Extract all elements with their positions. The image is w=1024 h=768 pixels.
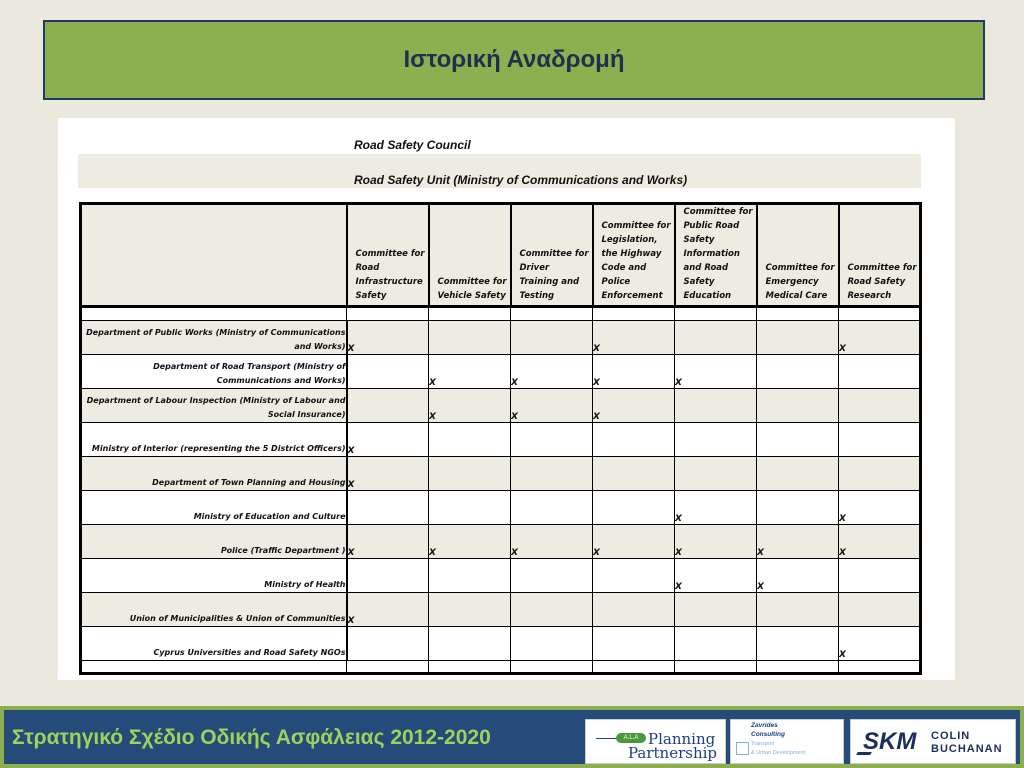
slide-title: Ιστορική Αναδρομή (403, 46, 625, 73)
council-row (78, 136, 921, 156)
membership-cell (757, 389, 839, 423)
tail-cell (347, 661, 429, 674)
membership-cell (675, 627, 757, 661)
membership-cell: X (593, 389, 675, 423)
column-header: Committee for Road Safety Research (839, 204, 921, 307)
department-label: Police (Traffic Department ) (81, 525, 347, 559)
membership-cell: X (511, 525, 593, 559)
membership-cell: X (347, 321, 429, 355)
table-header-row (81, 204, 921, 307)
membership-cell: X (347, 457, 429, 491)
table-row (81, 559, 921, 593)
slide-title-banner (43, 20, 985, 100)
membership-cell (757, 593, 839, 627)
planning-logo-line1: Planning (648, 730, 716, 748)
membership-cell (347, 559, 429, 593)
membership-cell (511, 321, 593, 355)
zavrides-consulting-logo (730, 719, 844, 764)
membership-cell: X (757, 525, 839, 559)
membership-cell (593, 423, 675, 457)
column-header: Committee for Driver Training and Testing (511, 204, 593, 307)
membership-cell (429, 321, 511, 355)
membership-cell (511, 491, 593, 525)
department-label: Ministry of Education and Culture (81, 491, 347, 525)
membership-cell (429, 559, 511, 593)
membership-cell: X (675, 525, 757, 559)
spacer-cell (675, 307, 757, 321)
table-row (81, 525, 921, 559)
membership-cell: X (347, 525, 429, 559)
table-row (81, 321, 921, 355)
membership-cell (347, 627, 429, 661)
tail-row (81, 661, 921, 674)
membership-cell (511, 423, 593, 457)
membership-cell (593, 457, 675, 491)
membership-cell (757, 457, 839, 491)
footer-title: Στρατηγικό Σχέδιο Οδικής Ασφάλειας 2012-2020 (12, 726, 491, 749)
zavrides-line4: & Urban Development (751, 750, 806, 756)
spacer-cell (757, 307, 839, 321)
header-blank-cell (81, 204, 347, 307)
column-header: Committee for Road Infrastructure Safety (347, 204, 429, 307)
council-label: Road Safety Council (354, 138, 471, 152)
unit-label: Road Safety Unit (Ministry of Communications and Works) (354, 173, 688, 187)
membership-cell (757, 423, 839, 457)
membership-cell (675, 457, 757, 491)
column-header: Committee for Vehicle Safety (429, 204, 511, 307)
membership-cell: X (347, 423, 429, 457)
membership-cell (757, 627, 839, 661)
spacer-cell (347, 307, 429, 321)
tail-cell (593, 661, 675, 674)
membership-cell (757, 321, 839, 355)
membership-cell: X (839, 491, 921, 525)
membership-cell (593, 627, 675, 661)
spacer-cell (511, 307, 593, 321)
table-row (81, 491, 921, 525)
membership-cell (757, 355, 839, 389)
buchanan-wordmark: BUCHANAN (931, 743, 1003, 755)
planning-logo-line2: Partnership (628, 744, 718, 762)
membership-cell (593, 491, 675, 525)
membership-cell (429, 627, 511, 661)
department-label: Union of Municipalities & Union of Communities (81, 593, 347, 627)
membership-cell: X (593, 525, 675, 559)
membership-cell (511, 593, 593, 627)
membership-cell (429, 423, 511, 457)
table-row (81, 457, 921, 491)
table-row (81, 389, 921, 423)
membership-cell (347, 389, 429, 423)
membership-cell (675, 389, 757, 423)
column-header: Committee for Emergency Medical Care (757, 204, 839, 307)
membership-cell (429, 457, 511, 491)
department-label: Department of Road Transport (Ministry of Communications and Works) (81, 355, 347, 389)
membership-cell: X (839, 525, 921, 559)
zavrides-emblem-icon (736, 742, 749, 755)
membership-cell: X (675, 559, 757, 593)
membership-cell (429, 491, 511, 525)
zavrides-line3: Transport (751, 741, 775, 747)
tail-cell (675, 661, 757, 674)
table-row (81, 627, 921, 661)
skm-colin-buchanan-logo (850, 719, 1016, 764)
footer-inner (4, 710, 1020, 764)
membership-cell: X (757, 559, 839, 593)
colin-wordmark: COLIN (931, 730, 971, 742)
membership-cell (675, 593, 757, 627)
membership-cell: X (511, 355, 593, 389)
membership-cell: X (347, 593, 429, 627)
department-label: Department of Labour Inspection (Ministry of Labour and Social Insurance) (81, 389, 347, 423)
table-panel (58, 118, 955, 680)
membership-cell (839, 457, 921, 491)
ala-badge: A.L.A (616, 733, 646, 743)
planning-partnership-logo (585, 719, 726, 764)
membership-cell (839, 593, 921, 627)
column-header: Committee for Legislation, the Highway Code and Police Enforcement (593, 204, 675, 307)
committee-matrix-table (79, 202, 922, 675)
membership-cell (511, 559, 593, 593)
unit-row (78, 154, 921, 188)
tail-cell (757, 661, 839, 674)
membership-cell: X (675, 491, 757, 525)
membership-cell: X (839, 321, 921, 355)
spacer-cell (81, 307, 347, 321)
membership-cell (757, 491, 839, 525)
membership-cell (593, 593, 675, 627)
membership-cell: X (429, 389, 511, 423)
membership-cell: X (511, 389, 593, 423)
membership-cell (839, 559, 921, 593)
membership-cell: X (429, 525, 511, 559)
tail-cell (839, 661, 921, 674)
membership-cell (839, 355, 921, 389)
membership-cell: X (839, 627, 921, 661)
table-row (81, 423, 921, 457)
membership-cell (839, 389, 921, 423)
department-label: Ministry of Health (81, 559, 347, 593)
membership-cell: X (675, 355, 757, 389)
zavrides-line1: Zavrides (751, 722, 778, 729)
table-row (81, 593, 921, 627)
tail-cell (429, 661, 511, 674)
membership-cell (675, 423, 757, 457)
department-label: Cyprus Universities and Road Safety NGOs (81, 627, 347, 661)
department-label: Ministry of Interior (representing the 5 District Officers) (81, 423, 347, 457)
table-row (81, 355, 921, 389)
tail-cell (511, 661, 593, 674)
spacer-cell (839, 307, 921, 321)
membership-cell: X (593, 355, 675, 389)
membership-cell (347, 491, 429, 525)
membership-cell: X (429, 355, 511, 389)
membership-cell (511, 457, 593, 491)
membership-cell (511, 627, 593, 661)
membership-cell (593, 559, 675, 593)
membership-cell (429, 593, 511, 627)
spacer-cell (593, 307, 675, 321)
department-label: Department of Public Works (Ministry of Communications and Works) (81, 321, 347, 355)
department-label: Department of Town Planning and Housing (81, 457, 347, 491)
tail-cell (81, 661, 347, 674)
skm-wordmark: SKM (863, 728, 917, 755)
membership-cell (347, 355, 429, 389)
column-header: Committee for Public Road Safety Information and Road Safety Education (675, 204, 757, 307)
spacer-row (81, 307, 921, 321)
footer-bar (0, 706, 1024, 768)
spacer-cell (429, 307, 511, 321)
membership-cell (839, 423, 921, 457)
membership-cell (675, 321, 757, 355)
membership-cell: X (593, 321, 675, 355)
zavrides-line2: Consulting (751, 731, 785, 738)
